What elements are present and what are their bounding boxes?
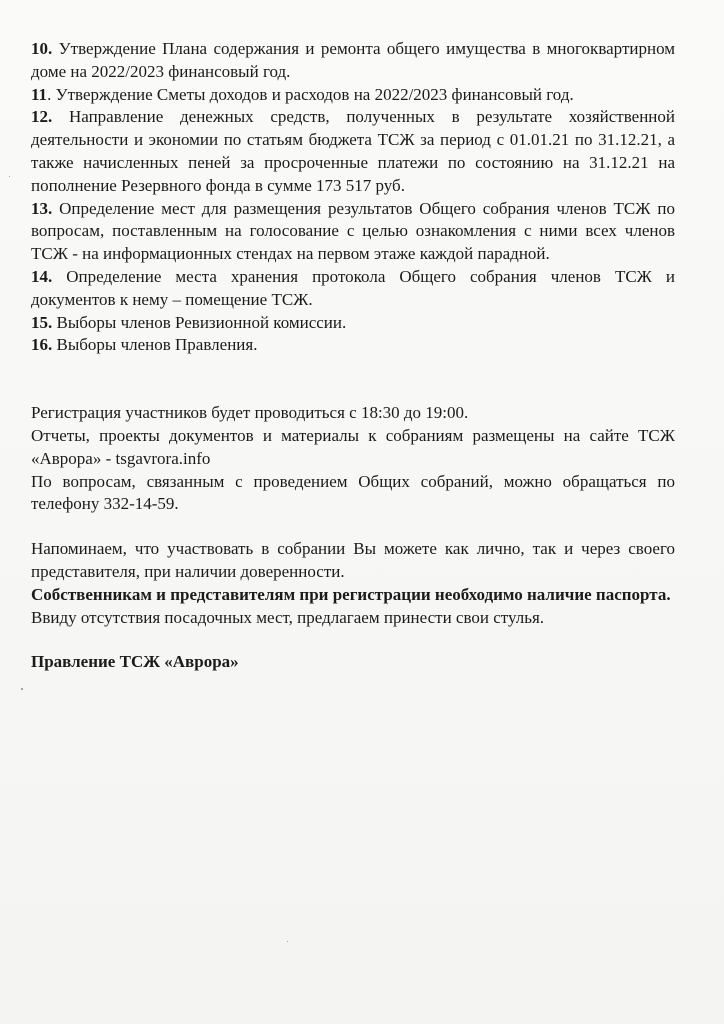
agenda-item-10 xyxy=(31,38,675,84)
agenda-item-number: 11 xyxy=(31,84,48,104)
agenda-item-text: Определение мест для размещения результатов Общего собрания членов ТСЖ по вопросам, поставленным на голосование с целью ознакомления с ними всех членов ТСЖ - на информационных стендах на первом этаже каждой парадной. xyxy=(31,198,675,264)
agenda-item-text: . Утверждение Сметы доходов и расходов на 2022/2023 финансовый год. xyxy=(47,84,574,104)
agenda-item-number: 10. xyxy=(31,39,53,58)
agenda-item-11 xyxy=(31,84,675,107)
agenda-item-text: Направление денежных средств, полученных в результате хозяйственной деятельности и экономии по статьям бюджета ТСЖ за период с 01.01.21 по 31.12.21, а также начисленных пеней за просроченные платежи по состоянию на 31.12.21 на пополнение Резервного фонда в сумме 173 517 руб. xyxy=(31,107,675,195)
scan-speck xyxy=(287,941,288,942)
document-body xyxy=(31,38,675,674)
agenda-item-text: Выборы членов Ревизионной комиссии. xyxy=(52,312,347,332)
agenda-item-16 xyxy=(31,334,675,357)
questions-text: По вопросам, связанным с проведением Общих собраний, можно обращаться по телефону 332-14-59. xyxy=(31,471,675,514)
participation-text: Напоминаем, что участвовать в собрании Вы можете как лично, так и через своего представителя, при наличии доверенности. xyxy=(31,539,675,581)
agenda-item-13 xyxy=(31,198,675,266)
agenda-item-text: Утверждение Плана содержания и ремонта общего имущества в многоквартирном доме на 2022/2023 финансовый год. xyxy=(31,39,675,81)
agenda-item-number: 14. xyxy=(31,266,53,286)
scan-speck xyxy=(21,688,23,690)
agenda-item-12 xyxy=(31,106,675,197)
agenda-item-number: 12. xyxy=(31,107,53,127)
section-spacer xyxy=(31,357,675,402)
scan-speck xyxy=(9,176,10,177)
agenda-item-15 xyxy=(31,312,675,335)
agenda-item-text: Определение места хранения протокола Общего собрания членов ТСЖ и документов к нему – помещение ТСЖ. xyxy=(31,266,675,309)
agenda-item-number: 16. xyxy=(31,335,53,355)
agenda-item-text: Выборы членов Правления. xyxy=(52,335,258,355)
agenda-item-14 xyxy=(31,266,675,312)
reports-text: Отчеты, проекты документов и материалы к собраниям размещены на сайте ТСЖ «Аврора» - tsgavrora.info xyxy=(31,425,675,468)
signature: Правление ТСЖ «Аврора» xyxy=(31,652,239,672)
agenda-item-number: 15. xyxy=(31,312,53,332)
registration-text: Регистрация участников будет проводиться с 18:30 до 19:00. xyxy=(31,403,469,423)
section-spacer xyxy=(31,516,675,538)
passport-notice: Собственникам и представителям при регистрации необходимо наличие паспорта. xyxy=(31,584,671,604)
agenda-item-number: 13. xyxy=(31,198,53,218)
chairs-notice: Ввиду отсутствия посадочных мест, предлагаем принести свои стулья. xyxy=(31,607,545,627)
